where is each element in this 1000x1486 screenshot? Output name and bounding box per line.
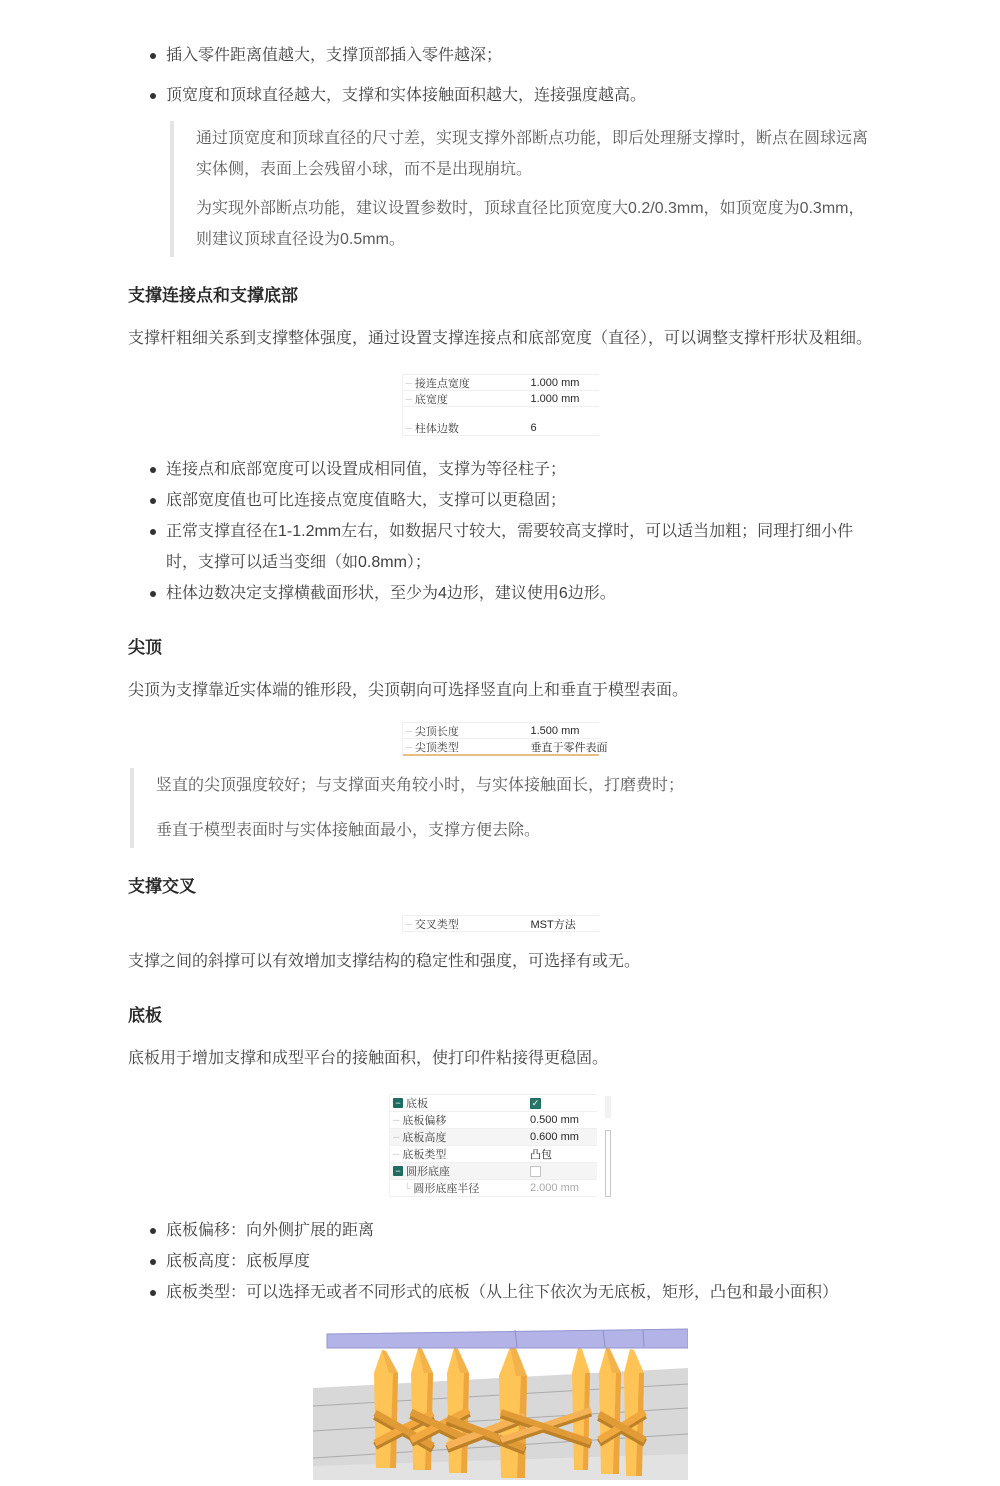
panel-row xyxy=(403,739,608,756)
tree-line-icon: ─ xyxy=(405,422,412,433)
settings-panel-base xyxy=(389,1094,597,1197)
note-paragraph: 垂直于模型表面时与实体接触面最小，支撑方便去除。 xyxy=(156,822,541,839)
panel-row-label: 底宽度 xyxy=(414,393,448,406)
bullet-item: 柱体边数决定支撑横截面形状，至少为4边形，建议使用6边形。 xyxy=(150,578,872,609)
settings-screenshot-tip xyxy=(128,722,872,756)
panel-row-label: 尖顶类型 xyxy=(414,741,459,754)
support-structure-figure xyxy=(128,1328,872,1486)
panel-row xyxy=(390,1129,597,1146)
panel-row-label: 接连点宽度 xyxy=(414,377,470,390)
section-body-base: 底板用于增加支撑和成型平台的接触面积，使打印件粘接得更稳固。 xyxy=(128,1050,609,1067)
settings-panel-tip xyxy=(402,722,608,756)
bullet-item: 连接点和底部宽度可以设置成相同值，支撑为等径柱子； xyxy=(150,454,872,485)
panel-row-value[interactable]: 0.600 mm xyxy=(530,1131,579,1143)
panel-row xyxy=(403,916,599,932)
panel-row-value[interactable]: 2.000 mm xyxy=(530,1182,579,1194)
connect-bullet-list xyxy=(128,454,872,609)
section-body-cross: 支撑之间的斜撑可以有效增加支撑结构的稳定性和强度，可选择有或无。 xyxy=(128,953,641,970)
base-bullet-list xyxy=(128,1215,872,1308)
panel-row xyxy=(390,1146,597,1163)
panel-row-value[interactable]: MST方法 xyxy=(530,918,576,931)
panel-row-value xyxy=(530,1098,541,1109)
bullet-item: 底板偏移：向外侧扩展的距离 xyxy=(150,1215,872,1246)
checkbox-unchecked-icon[interactable] xyxy=(530,1166,541,1177)
tree-line-icon: ─ xyxy=(405,725,412,736)
panel-row-label: 圆形底座 xyxy=(406,1166,450,1178)
bullet-item: 顶宽度和顶球直径越大，支撑和实体接触面积越大，连接强度越高。 xyxy=(150,80,872,111)
panel-row-label: 底板偏移 xyxy=(402,1115,447,1127)
tree-line-icon: ─ xyxy=(393,1115,400,1125)
panel-row xyxy=(390,1163,597,1180)
panel-row-label: 交叉类型 xyxy=(414,918,459,931)
tree-line-icon: ─ xyxy=(393,1149,400,1159)
bullet-item: 底板高度：底板厚度 xyxy=(150,1246,872,1277)
section-heading-base: 底板 xyxy=(128,1006,162,1025)
panel-row xyxy=(390,1112,597,1129)
tree-collapse-icon[interactable]: − xyxy=(393,1098,403,1108)
scrollbar xyxy=(604,1094,611,1197)
panel-row xyxy=(403,391,599,407)
tree-line-icon: ─ xyxy=(393,1132,400,1142)
scrollbar-track[interactable] xyxy=(605,1096,611,1118)
tree-line-icon: ─ xyxy=(405,918,412,929)
settings-panel-base-outer xyxy=(389,1094,611,1197)
support-structure-render xyxy=(313,1328,688,1486)
note-block-tip xyxy=(130,768,872,848)
settings-screenshot-cross xyxy=(128,915,872,932)
panel-row-value[interactable]: 1.000 mm xyxy=(530,392,580,405)
note-paragraph: 通过顶宽度和顶球直径的尺寸差，实现支撑外部断点功能，即后处理掰支撑时，断点在圆球远离实体侧，表面上会残留小球，而不是出现崩坑。 xyxy=(196,130,869,178)
panel-row-label: 底板高度 xyxy=(402,1132,447,1144)
panel-row-value[interactable]: 1.000 mm xyxy=(530,376,580,389)
checkbox-checked-icon[interactable]: ✓ xyxy=(531,1097,540,1108)
section-body-connect: 支撑杆粗细关系到支撑整体强度，通过设置支撑连接点和底部宽度（直径），可以调整支撑杆形状及粗细。 xyxy=(128,330,873,347)
panel-row-label: 柱体边数 xyxy=(414,422,459,435)
settings-screenshot-connect xyxy=(128,374,872,436)
intro-bullet-list xyxy=(128,40,872,111)
note-block-top xyxy=(170,121,872,257)
bullet-item: 底板类型：可以选择无或者不同形式的底板（从上往下依次为无底板，矩形，凸包和最小面积） xyxy=(150,1277,872,1308)
panel-row xyxy=(390,1095,597,1112)
panel-row-value[interactable]: 垂直于零件表面 xyxy=(530,741,608,754)
tree-line-icon: ─ xyxy=(405,393,412,404)
panel-row xyxy=(403,723,599,739)
panel-row-value[interactable]: 0.500 mm xyxy=(530,1114,579,1126)
settings-panel-connect xyxy=(402,374,599,436)
panel-row-value[interactable]: 凸包 xyxy=(530,1149,552,1161)
note-paragraph: 竖直的尖顶强度较好；与支撑面夹角较小时，与实体接触面长，打磨费时； xyxy=(156,777,685,794)
panel-spacer-row xyxy=(403,407,599,420)
panel-row xyxy=(390,1180,597,1197)
tree-line-icon: ─ xyxy=(405,741,412,752)
panel-row-label: 圆形底座半径 xyxy=(413,1183,480,1195)
settings-panel-cross xyxy=(402,915,599,932)
bullet-item: 底部宽度值也可比连接点宽度值略大，支撑可以更稳固； xyxy=(150,485,872,516)
panel-row-label: 底板 xyxy=(406,1098,428,1110)
panel-row xyxy=(403,375,599,391)
panel-row-value[interactable]: 1.500 mm xyxy=(530,724,580,737)
section-heading-tip: 尖顶 xyxy=(128,638,162,657)
tree-line-icon: └ xyxy=(404,1183,411,1193)
scrollbar-thumb[interactable] xyxy=(605,1130,611,1197)
tree-line-icon: ─ xyxy=(405,377,412,388)
section-heading-cross: 支撑交叉 xyxy=(128,877,196,896)
bullet-item: 插入零件距离值越大，支撑顶部插入零件越深； xyxy=(150,40,872,71)
panel-row-value xyxy=(530,1166,541,1177)
panel-row-value[interactable]: 6 xyxy=(530,421,537,434)
panel-row-label: 底板类型 xyxy=(402,1149,447,1161)
settings-screenshot-base xyxy=(128,1094,872,1197)
section-heading-connect: 支撑连接点和支撑底部 xyxy=(128,286,298,305)
tree-collapse-icon[interactable]: − xyxy=(393,1166,403,1176)
panel-row-label: 尖顶长度 xyxy=(414,725,459,738)
panel-row xyxy=(403,420,599,436)
note-paragraph: 为实现外部断点功能，建议设置参数时，顶球直径比顶宽度大0.2/0.3mm，如顶宽度为0.3mm，则建议顶球直径设为0.5mm。 xyxy=(196,200,865,248)
bullet-item: 正常支撑直径在1-1.2mm左右，如数据尺寸较大，需要较高支撑时，可以适当加粗；同理打细小件时，支撑可以适当变细（如0.8mm）； xyxy=(150,516,872,578)
section-body-tip: 尖顶为支撑靠近实体端的锥形段，尖顶朝向可选择竖直向上和垂直于模型表面。 xyxy=(128,682,689,699)
